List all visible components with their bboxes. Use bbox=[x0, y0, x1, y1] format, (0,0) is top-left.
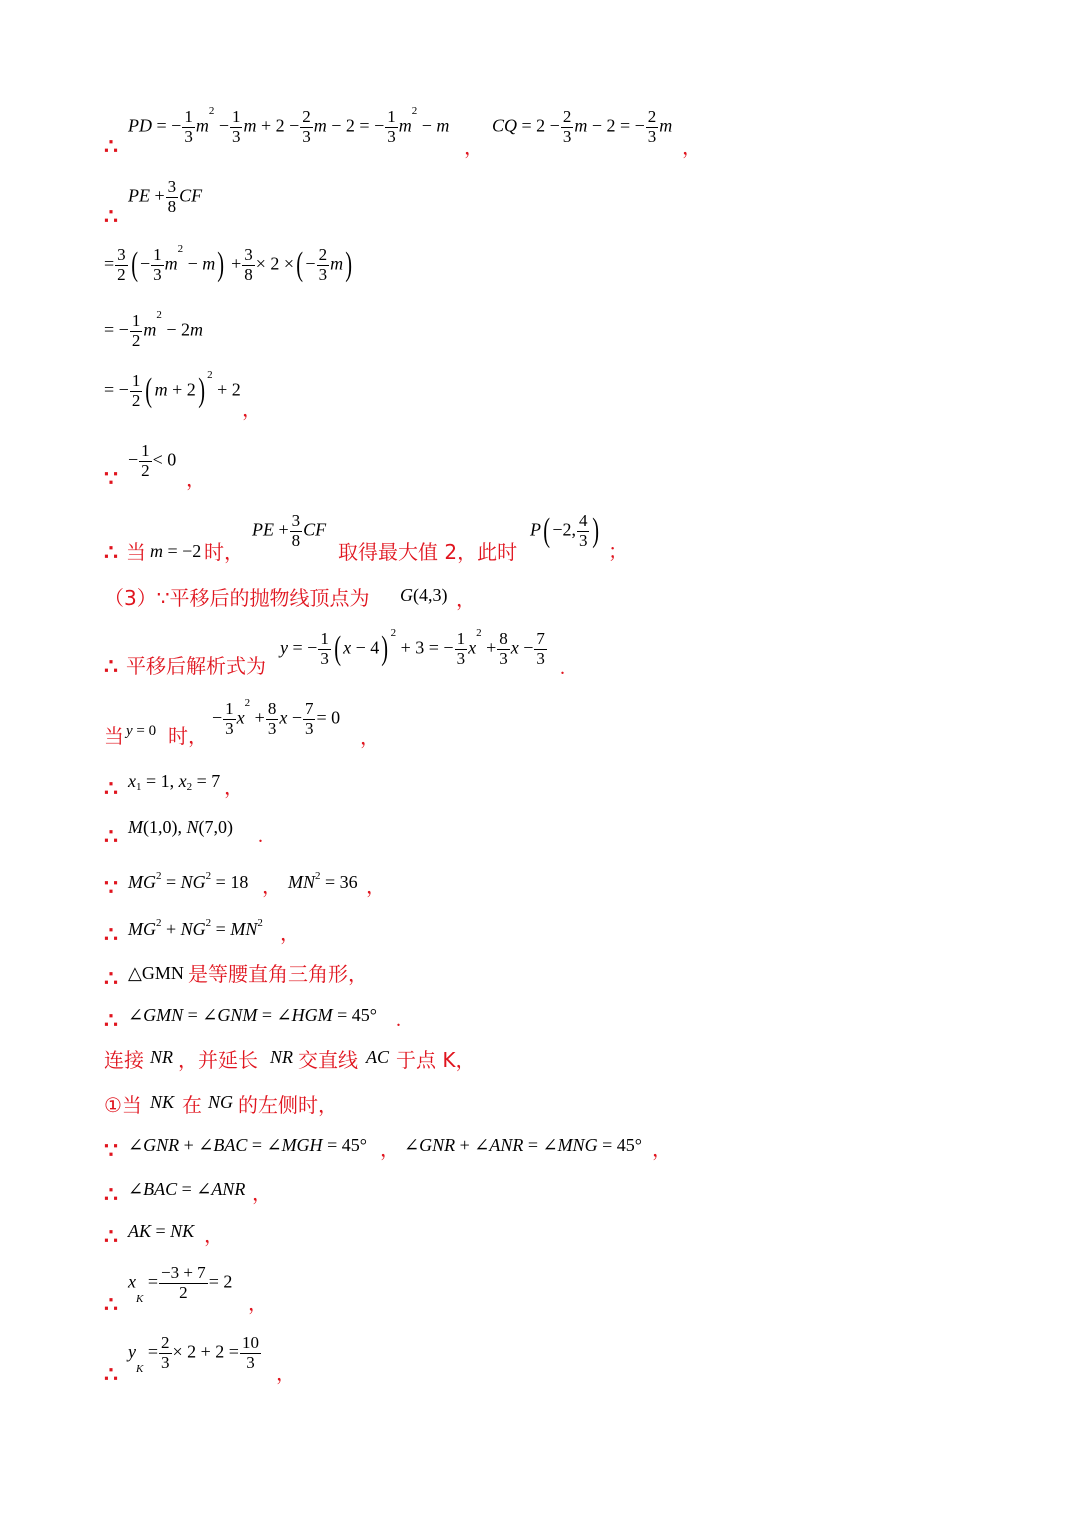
because-symbol: ∵ bbox=[104, 1138, 118, 1163]
therefore-symbol: ∴ bbox=[104, 654, 118, 679]
comma: ， bbox=[252, 1183, 272, 1205]
therefore-symbol: ∴ bbox=[104, 776, 118, 801]
text-left-side: 的左侧时， bbox=[238, 1093, 338, 1117]
math-mn-points: M(1,0), N(7,0) bbox=[128, 817, 234, 837]
math-ak-nk: AK = NK bbox=[128, 1221, 195, 1241]
therefore-symbol: ∴ bbox=[104, 134, 118, 159]
math-nk: NK bbox=[150, 1092, 175, 1112]
therefore-symbol: ∴ bbox=[104, 1224, 118, 1249]
math-angle-sum-1: ∠GNR + ∠BAC = ∠MGH = 45° bbox=[128, 1135, 367, 1155]
therefore-symbol: ∴ bbox=[104, 922, 118, 947]
therefore-symbol: ∴ bbox=[104, 1008, 118, 1033]
math-mn-sq: $MN^2 = 36$ bbox=[288, 870, 358, 892]
because-symbol: ∵ bbox=[104, 875, 118, 900]
text-shi: 时， bbox=[168, 724, 208, 748]
therefore-symbol: ∴ bbox=[104, 966, 118, 991]
math-simplified: = − $\frac{1}{2}$ $m^2 - 2m$ bbox=[104, 309, 203, 350]
math-pd-expression: PD = − $\frac{1}{3}$ $m^2$ − $\frac{1}{3}$ m + 2 − $\frac{2}{3}$ m − 2 = − $\frac{1}{3}$ $m^2 - m$ bbox=[128, 105, 450, 146]
therefore-symbol: ∴ bbox=[104, 1292, 118, 1317]
comma: ， bbox=[204, 1225, 224, 1247]
therefore-symbol: ∴ bbox=[104, 824, 118, 849]
math-triangle-gmn: △GMN bbox=[128, 963, 184, 983]
text-shi: 时， bbox=[204, 540, 244, 564]
math-nr: NR bbox=[150, 1047, 174, 1067]
comma: ， bbox=[456, 589, 476, 611]
math-ng: NG bbox=[208, 1092, 234, 1112]
comma: ， bbox=[280, 923, 300, 945]
text-extend: ，并延长 bbox=[178, 1048, 258, 1072]
therefore-symbol: ∴ bbox=[104, 1182, 118, 1207]
text-part3: （3）∵平移后的抛物线顶点为 bbox=[104, 586, 370, 610]
comma: ， bbox=[276, 1363, 296, 1385]
comma: ， bbox=[224, 777, 244, 799]
comma: ， bbox=[464, 137, 484, 159]
comma: ， bbox=[262, 876, 282, 898]
math-pe-cf: PE + $\frac{3}{8}$ CF bbox=[128, 177, 203, 216]
math-angles-45: ∠GMN = ∠GNM = ∠HGM = 45° bbox=[128, 1005, 377, 1025]
period: . bbox=[560, 657, 565, 679]
comma: ， bbox=[242, 399, 262, 421]
comma: ， bbox=[652, 1139, 672, 1161]
text-translated-formula: 平移后解析式为 bbox=[126, 654, 266, 678]
math-point-p: P( −2, $\frac{4}{3}$ ) bbox=[530, 511, 600, 550]
text-zai: 在 bbox=[182, 1093, 202, 1117]
therefore-symbol: ∴ bbox=[104, 204, 118, 229]
math-ac: AC bbox=[366, 1047, 390, 1067]
math-parabola: y = − $\frac{1}{3}$ ( x − 4) $^2$ + 3 = − $\frac{1}{3}$ $x^2$ + $\frac{8}{3}$ x − $\frac{7}{3}$ bbox=[280, 627, 545, 668]
math-yk: yK = $\frac{2}{3}$ × 2 + 2 = $\frac{10}{3}$ bbox=[128, 1333, 259, 1376]
text-connect: 连接 bbox=[104, 1048, 144, 1072]
math-quadratic-eq: − $\frac{1}{3}$ $x^2$ + $\frac{8}{3}$ x − $\frac{7}{3}$ = 0 bbox=[212, 697, 341, 738]
math-mg-ng: $MG^2 = NG^2 = 18$ bbox=[128, 870, 249, 892]
text-max-value: 取得最大值 2，此时 bbox=[338, 540, 518, 564]
comma: ， bbox=[366, 876, 386, 898]
math-pe-cf-2: PE + $\frac{3}{8}$ CF bbox=[252, 511, 327, 550]
math-cq-expression: CQ = 2 − $\frac{2}{3}$ m − 2 = − $\frac{2}{3}$ m bbox=[492, 107, 673, 146]
math-angle-sum-2: ∠GNR + ∠ANR = ∠MNG = 45° bbox=[404, 1135, 642, 1155]
math-g-point: G(4,3) bbox=[400, 585, 448, 605]
math-expansion: = $\frac{3}{2}$ ( − $\frac{1}{3}$ $m^2 - m$) + $\frac{3}{8}$ × 2 ×( − $\frac{2}{3}$ m) bbox=[104, 243, 353, 284]
text-dang: 当 bbox=[104, 724, 124, 748]
comma: ， bbox=[360, 727, 380, 749]
math-pythagoras: $MG^2 + NG^2 = MN^2$ bbox=[128, 917, 263, 939]
math-negative-half: − $\frac{1}{2}$ < 0 bbox=[128, 441, 177, 480]
math-y-zero: y = 0 bbox=[126, 723, 157, 739]
comma: ， bbox=[380, 1139, 400, 1161]
math-vertex-form: = − $\frac{1}{2}$ ( m + 2) $^2$ + 2 bbox=[104, 369, 241, 410]
therefore-symbol: ∴ bbox=[104, 540, 118, 565]
text-meet-line: 交直线 bbox=[298, 1048, 358, 1072]
math-xk: xK = $\frac{-3 + 7}{2}$ = 2 bbox=[128, 1263, 233, 1306]
math-nr-2: NR bbox=[270, 1047, 294, 1067]
period: . bbox=[396, 1009, 401, 1031]
because-symbol: ∵ bbox=[104, 466, 118, 491]
text-case1: ①当 bbox=[104, 1093, 142, 1117]
comma: ， bbox=[248, 1293, 268, 1315]
semicolon: ； bbox=[608, 541, 628, 563]
text-at-point-k: 于点 K， bbox=[396, 1048, 476, 1072]
text-isosceles-right: 是等腰直角三角形， bbox=[188, 962, 368, 986]
math-m-eq: m = −2 bbox=[150, 541, 202, 561]
comma: ， bbox=[186, 469, 206, 491]
comma: ， bbox=[682, 137, 702, 159]
period: . bbox=[258, 825, 263, 847]
math-roots: x1 = 1, x2 = 7 bbox=[128, 771, 221, 793]
therefore-symbol: ∴ bbox=[104, 1362, 118, 1387]
math-angle-equal: ∠BAC = ∠ANR bbox=[128, 1179, 246, 1199]
text-dang: 当 bbox=[126, 540, 146, 564]
